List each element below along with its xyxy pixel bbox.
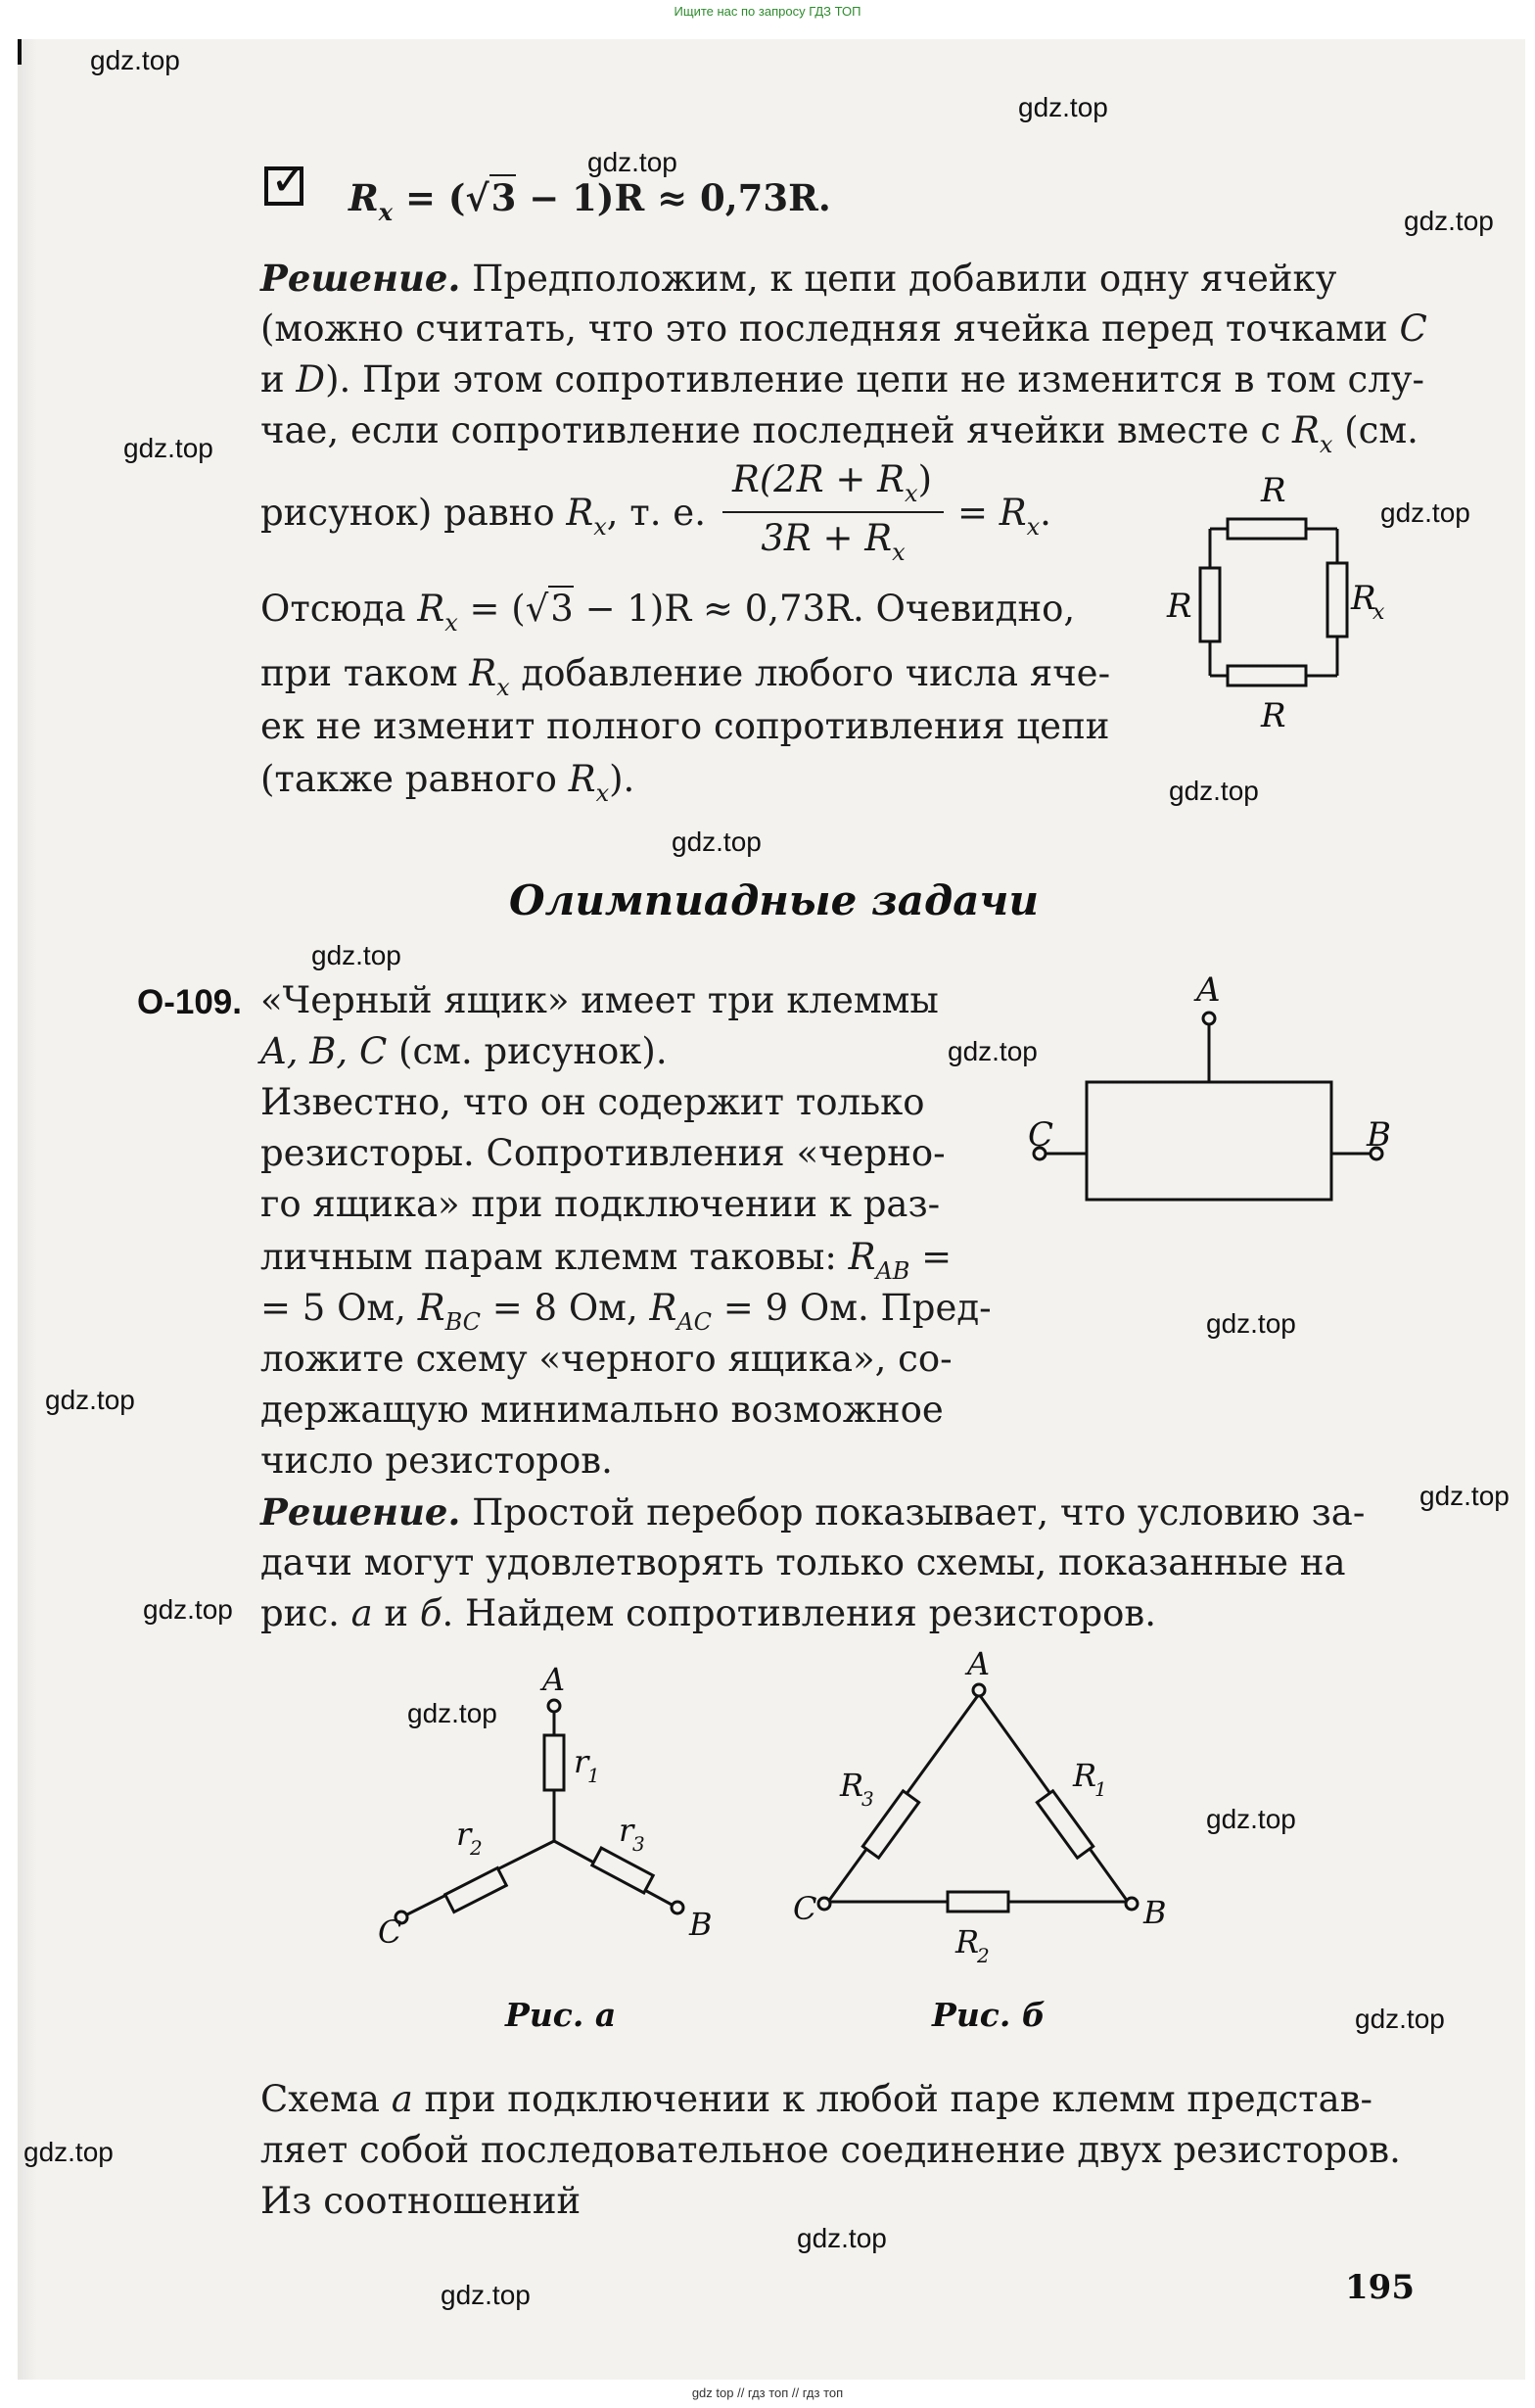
solution-line: рис. а и б. Найдем сопротивления резисторов. [260,1592,1157,1634]
page-number: 195 [1345,2268,1415,2307]
solution-line: чае, если сопротивление последней ячейки вместе с $R_x$ (см. [260,409,1419,458]
section-heading: Олимпиадные задачи [509,876,1039,924]
closing-line: Схема а при подключении к любой паре клемм представ- [260,2078,1373,2120]
watermark: gdz.top [1380,497,1470,528]
resistor-label-sub: 2 [977,1944,990,1967]
terminal-label: A [542,1661,566,1698]
checkbox-icon: ✓ [264,166,303,206]
solution-line: рисунок) равно $R_x$, т. е. [260,492,706,541]
resistor-label: r [619,1812,634,1849]
resistor-label: R [955,1923,980,1960]
solution-line: и D). При этом сопротивление цепи не изменится в том слу- [260,358,1424,401]
watermark: gdz.top [23,2137,114,2167]
task-line: резисторы. Сопротивления «черно- [260,1132,946,1174]
resistor-label: R [1167,587,1192,626]
resistor-label-sub: 1 [587,1764,600,1787]
watermark: gdz.top [143,1594,233,1625]
figure-caption: Рис. а [505,1996,617,2034]
task-line: A, B, C (см. рисунок). [260,1030,668,1072]
terminal-label: A [967,1645,991,1682]
answer-formula: $R_x = (√3 - 1)R \approx 0,73R$. [349,176,831,226]
solution-line: Решение. Простой перебор показывает, что условию за- [260,1490,1366,1534]
task-line: «Черный ящик» имеет три клеммы [260,979,939,1021]
resistor-label: r [574,1743,589,1780]
resistor-label: r [456,1816,472,1853]
watermark: gdz.top [407,1698,497,1728]
delta-circuit-diagram [783,1635,1194,1988]
closing-line: ляет собой последовательное соединение двух резисторов. [260,2129,1401,2171]
watermark: gdz.top [123,433,213,463]
watermark: gdz.top [1355,2004,1445,2034]
resistor-label: R [1261,471,1286,510]
task-line: личным парам клемм таковы: $R_{AB}$ = [260,1236,953,1285]
solution-line: Отсюда $R_x = (√3 - 1)R \approx 0,73R$. Очевидно, [260,588,1076,637]
task-line: го ящика» при подключении к раз- [260,1183,941,1225]
task-line: ложите схему «черного ящика», со- [260,1338,953,1380]
resistor-label: R [1261,696,1286,735]
watermark: gdz.top [1404,206,1494,236]
resistor-label-sub: 1 [1094,1777,1107,1801]
task-number: О-109. [137,983,242,1021]
watermark: gdz.top [948,1036,1038,1066]
terminal-label: C [378,1913,402,1951]
resistor-label-sub: 2 [470,1836,483,1860]
star-circuit-diagram [378,1645,730,1968]
resistor-label-sub: 3 [861,1787,874,1811]
fraction-bar [722,511,944,513]
resistor-label: R [1351,579,1376,618]
black-box-diagram [1018,969,1429,1204]
solution-line: (можно считать, что это последняя ячейка перед точками C [260,307,1427,350]
watermark: gdz.top [1206,1308,1296,1339]
solution-line: дачи могут удовлетворять только схемы, показанные на [260,1541,1346,1583]
resistor-label-sub: x [1372,600,1385,625]
watermark: gdz.top [45,1385,135,1415]
watermark: gdz.top [441,2280,531,2310]
terminal-label: B [1367,1115,1391,1155]
resistor-label: R [1073,1757,1097,1794]
solution-line: Решение. Предположим, к цепи добавили одну ячейку [260,257,1337,300]
fraction-rhs: = $R_x$. [957,492,1051,541]
terminal-label: B [689,1906,713,1943]
watermark: gdz.top [90,45,180,75]
watermark: gdz.top [672,826,762,857]
task-line: = 5 Ом, $R_{BC} = 8$ Ом, $R_{AC} = 9$ Ом. Пред- [260,1287,992,1336]
watermark: gdz.top [1169,776,1259,806]
watermark: gdz.top [1018,92,1108,122]
watermark: gdz.top [797,2223,887,2253]
solution-line: ек не изменит полного сопротивления цепи [260,705,1110,747]
solution-line: (также равного $R_x$). [260,758,635,807]
closing-line: Из соотношений [260,2180,581,2222]
terminal-label: A [1196,970,1221,1010]
watermark: gdz.top [1419,1481,1510,1511]
watermark: gdz.top [1206,1804,1296,1834]
watermark: gdz.top [311,940,401,970]
ladder-circuit-diagram [1151,460,1385,744]
bottom-banner: gdz top // гдз топ // гдз топ [691,2385,844,2400]
figure-caption: Рис. б [932,1996,1046,2034]
fraction-denominator: $3R + R_x$ [761,517,906,566]
page-corner-mark [18,39,22,65]
solution-line: при таком $R_x$ добавление любого числа яче- [260,652,1111,701]
task-line: Известно, что он содержит только [260,1081,925,1123]
terminal-label: B [1143,1894,1167,1931]
resistor-label: R [840,1767,864,1804]
terminal-label: C [1028,1115,1054,1155]
fraction-numerator: $R(2R + R_x)$ [731,458,933,507]
watermark: gdz.top [587,147,677,177]
task-line: держащую минимально возможное [260,1389,944,1431]
task-line: число резисторов. [260,1440,613,1482]
top-banner: Ищите нас по запросу ГДЗ ТОП [674,4,861,19]
resistor-label-sub: 3 [632,1832,645,1856]
terminal-label: C [793,1890,817,1927]
